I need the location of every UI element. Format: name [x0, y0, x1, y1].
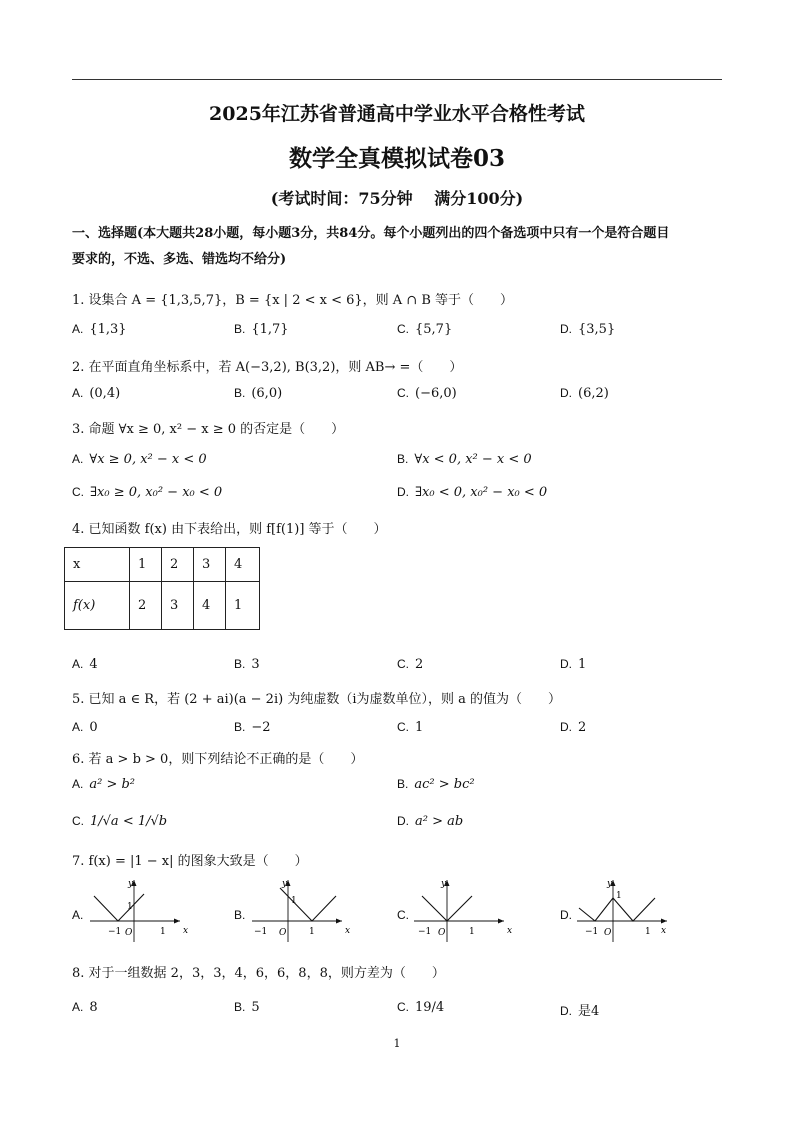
table-header-cell: 4	[226, 548, 260, 582]
q4-option-d[interactable]: D. 1	[560, 657, 587, 672]
table-header-cell: 3	[194, 548, 226, 582]
table-cell: 1	[226, 582, 260, 630]
question-1-stem: 1. 设集合 A = {1,3,5,7}，B = {x | 2 < x < 6}，则 A ∩ B 等于（ ）	[72, 293, 514, 308]
table-header-cell: 1	[130, 548, 162, 582]
question-6-stem: 6. 若 a > b > 0，则下列结论不正确的是（ ）	[72, 752, 364, 767]
q7-option-d[interactable]: D.	[560, 908, 572, 922]
graph-x-label: x	[183, 926, 188, 936]
function-table	[64, 547, 260, 630]
table-header-cell: x	[65, 548, 130, 582]
q6-option-c[interactable]: C. 1/√a < 1/√b	[72, 814, 168, 829]
graph-neg1-label: −1	[254, 927, 268, 937]
q7-option-b[interactable]: B.	[234, 908, 246, 922]
section-heading-line2: 要求的，不选、多选、错选均不给分)	[72, 252, 287, 267]
q2-option-c[interactable]: C. (−6,0)	[397, 386, 457, 401]
question-4-stem: 4. 已知函数 f(x) 由下表给出，则 f[f(1)] 等于（ ）	[72, 522, 387, 537]
q7-option-a[interactable]: A.	[72, 908, 84, 922]
graph-one-label: 1	[127, 902, 133, 912]
graph-option-a[interactable]	[88, 874, 188, 944]
q8-option-c[interactable]: C. 19/4	[397, 1000, 445, 1015]
q4-option-c[interactable]: C. 2	[397, 657, 424, 672]
q6-option-b[interactable]: B. ac² > bc²	[397, 777, 475, 792]
q2-option-b[interactable]: B. (6,0)	[234, 386, 283, 401]
table-cell: 3	[162, 582, 194, 630]
question-7-stem: 7. f(x) = |1 − x| 的图象大致是（ ）	[72, 854, 308, 869]
q3-option-b[interactable]: B. ∀x < 0, x² − x < 0	[397, 452, 532, 467]
q8-option-b[interactable]: B. 5	[234, 1000, 260, 1015]
table-cell: f(x)	[65, 582, 130, 630]
graph-one-label: 1	[469, 927, 475, 937]
graph-x-label: x	[507, 926, 512, 936]
q1-option-b[interactable]: B. {1,7}	[234, 322, 289, 337]
section-heading-line1: 一、选择题(本大题共28小题，每小题3分，共84分。每个小题列出的四个备选项中只有一个是符合题目	[72, 226, 670, 241]
graph-neg1-label: −1	[418, 927, 432, 937]
exam-title: 2025年江苏省普通高中学业水平合格性考试	[209, 103, 585, 125]
graph-origin-label: O	[125, 928, 133, 938]
q1-option-a[interactable]: A. {1,3}	[72, 322, 127, 337]
q7-option-c[interactable]: C.	[397, 908, 409, 922]
q3-option-d[interactable]: D. ∃x₀ < 0, x₀² − x₀ < 0	[397, 485, 548, 500]
graph-one-label: 1	[309, 927, 315, 937]
q8-option-d[interactable]: D. 是4	[560, 1004, 600, 1019]
graph-origin-label: O	[604, 928, 612, 938]
graph-neg1-label: −1	[108, 927, 122, 937]
q1-option-c[interactable]: C. {5,7}	[397, 322, 453, 337]
q5-option-b[interactable]: B. −2	[234, 720, 271, 735]
graph-y-label: y	[441, 879, 447, 889]
graph-neg1-label: −1	[585, 927, 599, 937]
graph-y-label: y	[282, 879, 288, 889]
q5-option-c[interactable]: C. 1	[397, 720, 424, 735]
graph-option-c[interactable]	[412, 874, 512, 944]
graph-one-label: 1	[291, 896, 297, 906]
q3-option-a[interactable]: A. ∀x ≥ 0, x² − x < 0	[72, 452, 207, 467]
graph-origin-label: O	[438, 928, 446, 938]
graph-one-label: 1	[160, 927, 166, 937]
graph-option-d[interactable]	[575, 874, 675, 944]
q8-option-a[interactable]: A. 8	[72, 1000, 98, 1015]
q2-option-a[interactable]: A. (0,4)	[72, 386, 121, 401]
q5-option-d[interactable]: D. 2	[560, 720, 587, 735]
q6-option-a[interactable]: A. a² > b²	[72, 777, 135, 792]
question-8-stem: 8. 对于一组数据 2，3，3，4，6，6，8，8，则方差为（ ）	[72, 966, 445, 981]
page-number: 1	[393, 1037, 401, 1050]
q5-option-a[interactable]: A. 0	[72, 720, 98, 735]
table-cell: 2	[130, 582, 162, 630]
header-rule	[72, 79, 722, 80]
q1-option-d[interactable]: D. {3,5}	[560, 322, 616, 337]
paper-title: 数学全真模拟试卷03	[288, 145, 505, 172]
question-5-stem: 5. 已知 a ∈ R，若 (2 + ai)(a − 2i) 为纯虚数（i为虚数单位），则 a 的值为（ ）	[72, 692, 561, 707]
graph-option-b[interactable]	[250, 874, 350, 944]
graph-origin-label: O	[279, 928, 287, 938]
table-header-cell: 2	[162, 548, 194, 582]
question-3-stem: 3. 命题 ∀x ≥ 0, x² − x ≥ 0 的否定是（ ）	[72, 422, 345, 437]
q6-option-d[interactable]: D. a² > ab	[397, 814, 464, 829]
graph-y-label: y	[607, 879, 613, 889]
graph-one-label: 1	[616, 891, 622, 901]
q2-option-d[interactable]: D. (6,2)	[560, 386, 609, 401]
q4-option-b[interactable]: B. 3	[234, 657, 260, 672]
graph-x-label: x	[661, 926, 667, 936]
graph-y-label: y	[128, 879, 134, 889]
q3-option-c[interactable]: C. ∃x₀ ≥ 0, x₀² − x₀ < 0	[72, 485, 223, 500]
graph-x-label: x	[345, 926, 350, 936]
table-cell: 4	[194, 582, 226, 630]
exam-info: (考试时间：75分钟 满分100分)	[270, 189, 524, 208]
question-2-stem: 2. 在平面直角坐标系中，若 A(−3,2), B(3,2)，则 AB→ =（ ）	[72, 360, 463, 375]
q4-option-a[interactable]: A. 4	[72, 657, 98, 672]
graph-one-label: 1	[645, 927, 651, 937]
